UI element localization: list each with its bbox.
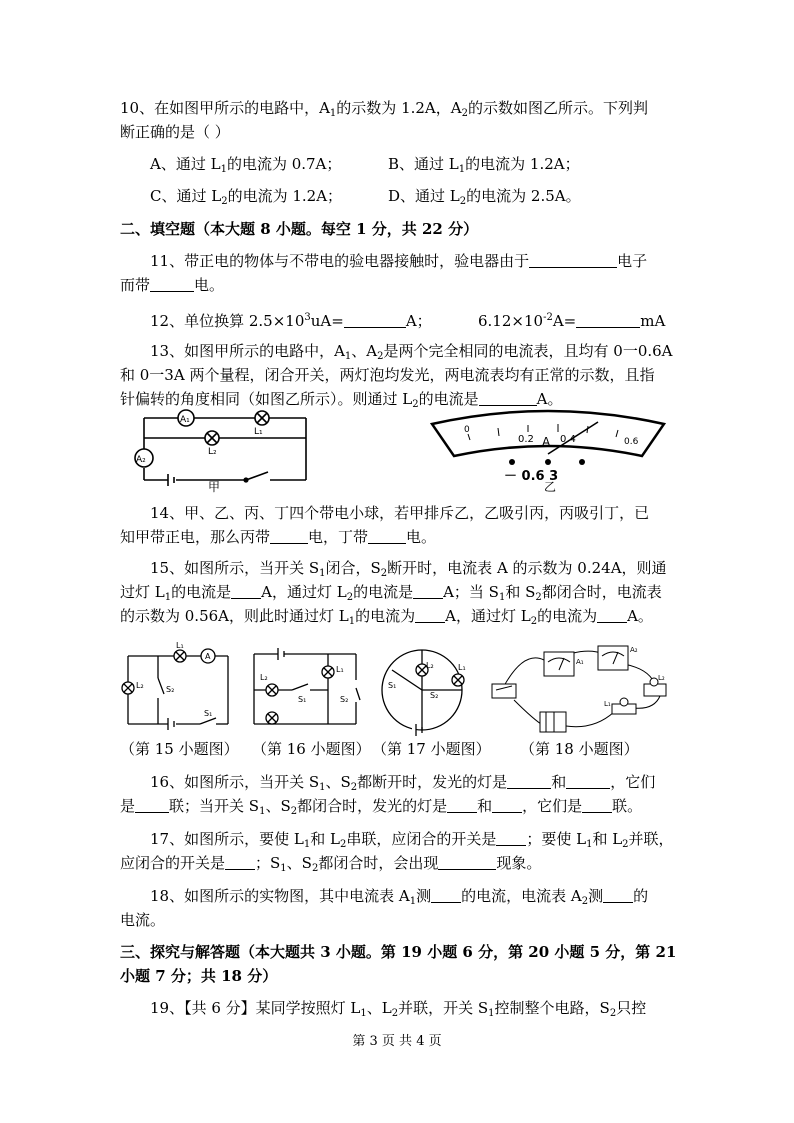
q15-line1: 15、如图所示，当开关 $S_1$闭合，$S_2$断开时，电流表 A 的示数为 0.24A，则通 — [150, 559, 667, 579]
answer-blank[interactable] — [225, 853, 255, 870]
fig-label-L1: L₁ — [458, 663, 466, 672]
q18-physical-circuit-figure — [484, 640, 670, 740]
answer-blank[interactable] — [603, 886, 633, 903]
q10-stem-line1: 10、在如图甲所示的电路中，$A_1$的示数为 1.2A，$A_2$的示数如图乙所示。下列判 — [120, 99, 648, 119]
q11-line2: 而带 电。 — [120, 276, 225, 294]
answer-blank[interactable] — [566, 772, 610, 789]
page-footer: 第 3 页 共 4 页 — [352, 1034, 442, 1049]
answer-blank[interactable] — [368, 527, 406, 544]
q10-option-b: B、通过 $L_1$的电流为 1.2A； — [388, 155, 580, 175]
fig-label-A1: A₁ — [180, 415, 190, 425]
q16-line1: 16、如图所示，当开关 $S_1$、$S_2$都断开时，发光的灯是 和 ，它们 — [150, 773, 656, 793]
answer-blank[interactable] — [135, 796, 169, 813]
scale-label: 0.6 — [624, 437, 639, 447]
section-3-heading-line2: 小题 7 分；共 18 分） — [120, 967, 278, 985]
answer-blank[interactable] — [231, 582, 261, 599]
scale-label: 0 — [464, 425, 470, 435]
q10-stem-line2: 断正确的是（ ） — [120, 123, 230, 141]
answer-blank[interactable] — [492, 796, 522, 813]
fig-label-A1: A₁ — [576, 658, 584, 666]
q17-line2: 应闭合的开关是 ；$S_1$、$S_2$都闭合时，会出现 现象。 — [120, 854, 542, 874]
fig-label-A2: A₂ — [136, 455, 146, 465]
fig-label-S2: S₂ — [340, 695, 349, 704]
q13-fig-jia-label: 甲 — [208, 480, 221, 494]
answer-blank[interactable] — [431, 886, 461, 903]
fig-label-L1: L₁ — [336, 665, 344, 674]
q18-line2: 电流。 — [120, 911, 166, 929]
fig-label-L2: L₂ — [426, 661, 434, 670]
scale-label: A — [542, 435, 551, 449]
fig-label-L1: L₁ — [254, 427, 263, 437]
q12-line-part2: $6.12\times 10^{-2}A=$ mA — [478, 312, 666, 330]
fig-label-L2: L₂ — [260, 673, 268, 682]
q13-line2: 和 0一3A 两个量程，闭合开关，两灯泡均发光，两电流表均有正常的示数，且指 — [120, 366, 655, 384]
q13-line3: 针偏转的角度相同（如图乙所示）。则通过 $L_2$的电流是 A。 — [120, 390, 563, 410]
q13-fig-yi-label: 乙 — [544, 480, 557, 494]
answer-blank[interactable] — [582, 796, 612, 813]
fig18-caption: （第 18 小题图） — [520, 740, 639, 758]
q15-line3: 的示数为 0.56A，则此时通过灯 $L_1$的电流为 A，通过灯 $L_2$的电流为 A。 — [120, 607, 653, 627]
q15-circuit-figure — [120, 640, 236, 732]
answer-blank[interactable] — [447, 796, 477, 813]
q16-line2: 是 联；当开关 $S_1$、$S_2$都闭合时，发光的灯是 和 ，它们是 联。 — [120, 797, 643, 817]
q13-circuit-figure-jia — [128, 408, 328, 490]
scale-label: 0.4 — [560, 434, 576, 445]
fig15-caption: （第 15 小题图） — [120, 740, 239, 758]
fig-label-A2: A₂ — [630, 646, 638, 654]
q15-line2: 过灯 $L_1$的电流是 A，通过灯 $L_2$的电流是 A；当 $S_1$和 $S_2$都闭合时，电流表 — [120, 583, 662, 603]
fig-label-L2: L₂ — [208, 447, 217, 457]
q18-line1: 18、如图所示的实物图，其中电流表 $A_1$测 的电流，电流表 $A_2$测 的 — [150, 887, 649, 907]
fig-label-S1: S₁ — [204, 709, 213, 718]
answer-blank[interactable] — [507, 772, 551, 789]
fig-label-S2: S₂ — [430, 691, 439, 700]
q17-circuit-figure — [374, 640, 474, 740]
answer-blank[interactable] — [529, 251, 617, 268]
q16-circuit-figure — [248, 640, 366, 732]
answer-blank[interactable] — [270, 527, 308, 544]
answer-blank[interactable] — [413, 582, 443, 599]
q19-line1: 19、【共 6 分】某同学按照灯 $L_1$、$L_2$并联，开关 $S_1$控制整个电路，$S_2$只控 — [150, 999, 647, 1019]
q13-line1: 13、如图甲所示的电路中，$A_1$、$A_2$是两个完全相同的电流表，且均有 0一0.6A — [150, 342, 673, 362]
fig-label-S1: S₁ — [388, 681, 397, 690]
answer-blank[interactable] — [438, 853, 496, 870]
fig-label-L2: L₂ — [136, 681, 144, 690]
fig16-caption: （第 16 小题图） — [252, 740, 371, 758]
answer-blank[interactable] — [415, 606, 445, 623]
fig-label-S1: S₁ — [298, 695, 307, 704]
fig-label-A: A — [205, 652, 211, 661]
q10-option-c: C、通过 $L_2$的电流为 1.2A； — [150, 187, 343, 207]
terminal-labels: － 0.6 3 — [504, 469, 559, 484]
q14-line2: 知甲带正电，那么丙带 电，丁带 电。 — [120, 528, 437, 546]
q10-option-d: D、通过 $L_2$的电流为 2.5A。 — [388, 187, 581, 207]
fig-label-S2: S₂ — [166, 685, 175, 694]
fig-label-L1: L₁ — [176, 641, 184, 650]
answer-blank[interactable] — [496, 829, 526, 846]
answer-blank[interactable] — [344, 311, 406, 328]
fig17-caption: （第 17 小题图） — [372, 740, 491, 758]
q17-line1: 17、如图所示，要使 $L_1$和 $L_2$串联，应闭合的开关是 ；要使 $L_1$和 $L_2$并联， — [150, 830, 674, 850]
answer-blank[interactable] — [597, 606, 627, 623]
answer-blank[interactable] — [479, 389, 537, 406]
q12-line: 12、单位换算 $2.5\times 10^3uA= A$； — [150, 312, 432, 330]
q14-line1: 14、甲、乙、丙、丁四个带电小球，若甲排斥乙，乙吸引丙，丙吸引丁，已 — [150, 504, 650, 522]
q11-line1: 11、带正电的物体与不带电的验电器接触时，验电器由于 电子 — [150, 252, 648, 270]
section-2-heading: 二、填空题（本大题 8 小题。每空 1 分，共 22 分） — [120, 220, 479, 238]
section-3-heading-line1: 三、探究与解答题（本大题共 3 小题。第 19 小题 6 分，第 20 小题 5 分，第 21 — [120, 943, 677, 961]
fig-label-L1: L₁ — [604, 700, 611, 708]
scale-label: 0.2 — [518, 434, 534, 445]
answer-blank[interactable] — [150, 275, 194, 292]
fig-label-L2: L₂ — [658, 674, 665, 682]
answer-blank[interactable] — [576, 311, 640, 328]
q10-option-a: A、通过 $L_1$的电流为 0.7A； — [150, 155, 342, 175]
